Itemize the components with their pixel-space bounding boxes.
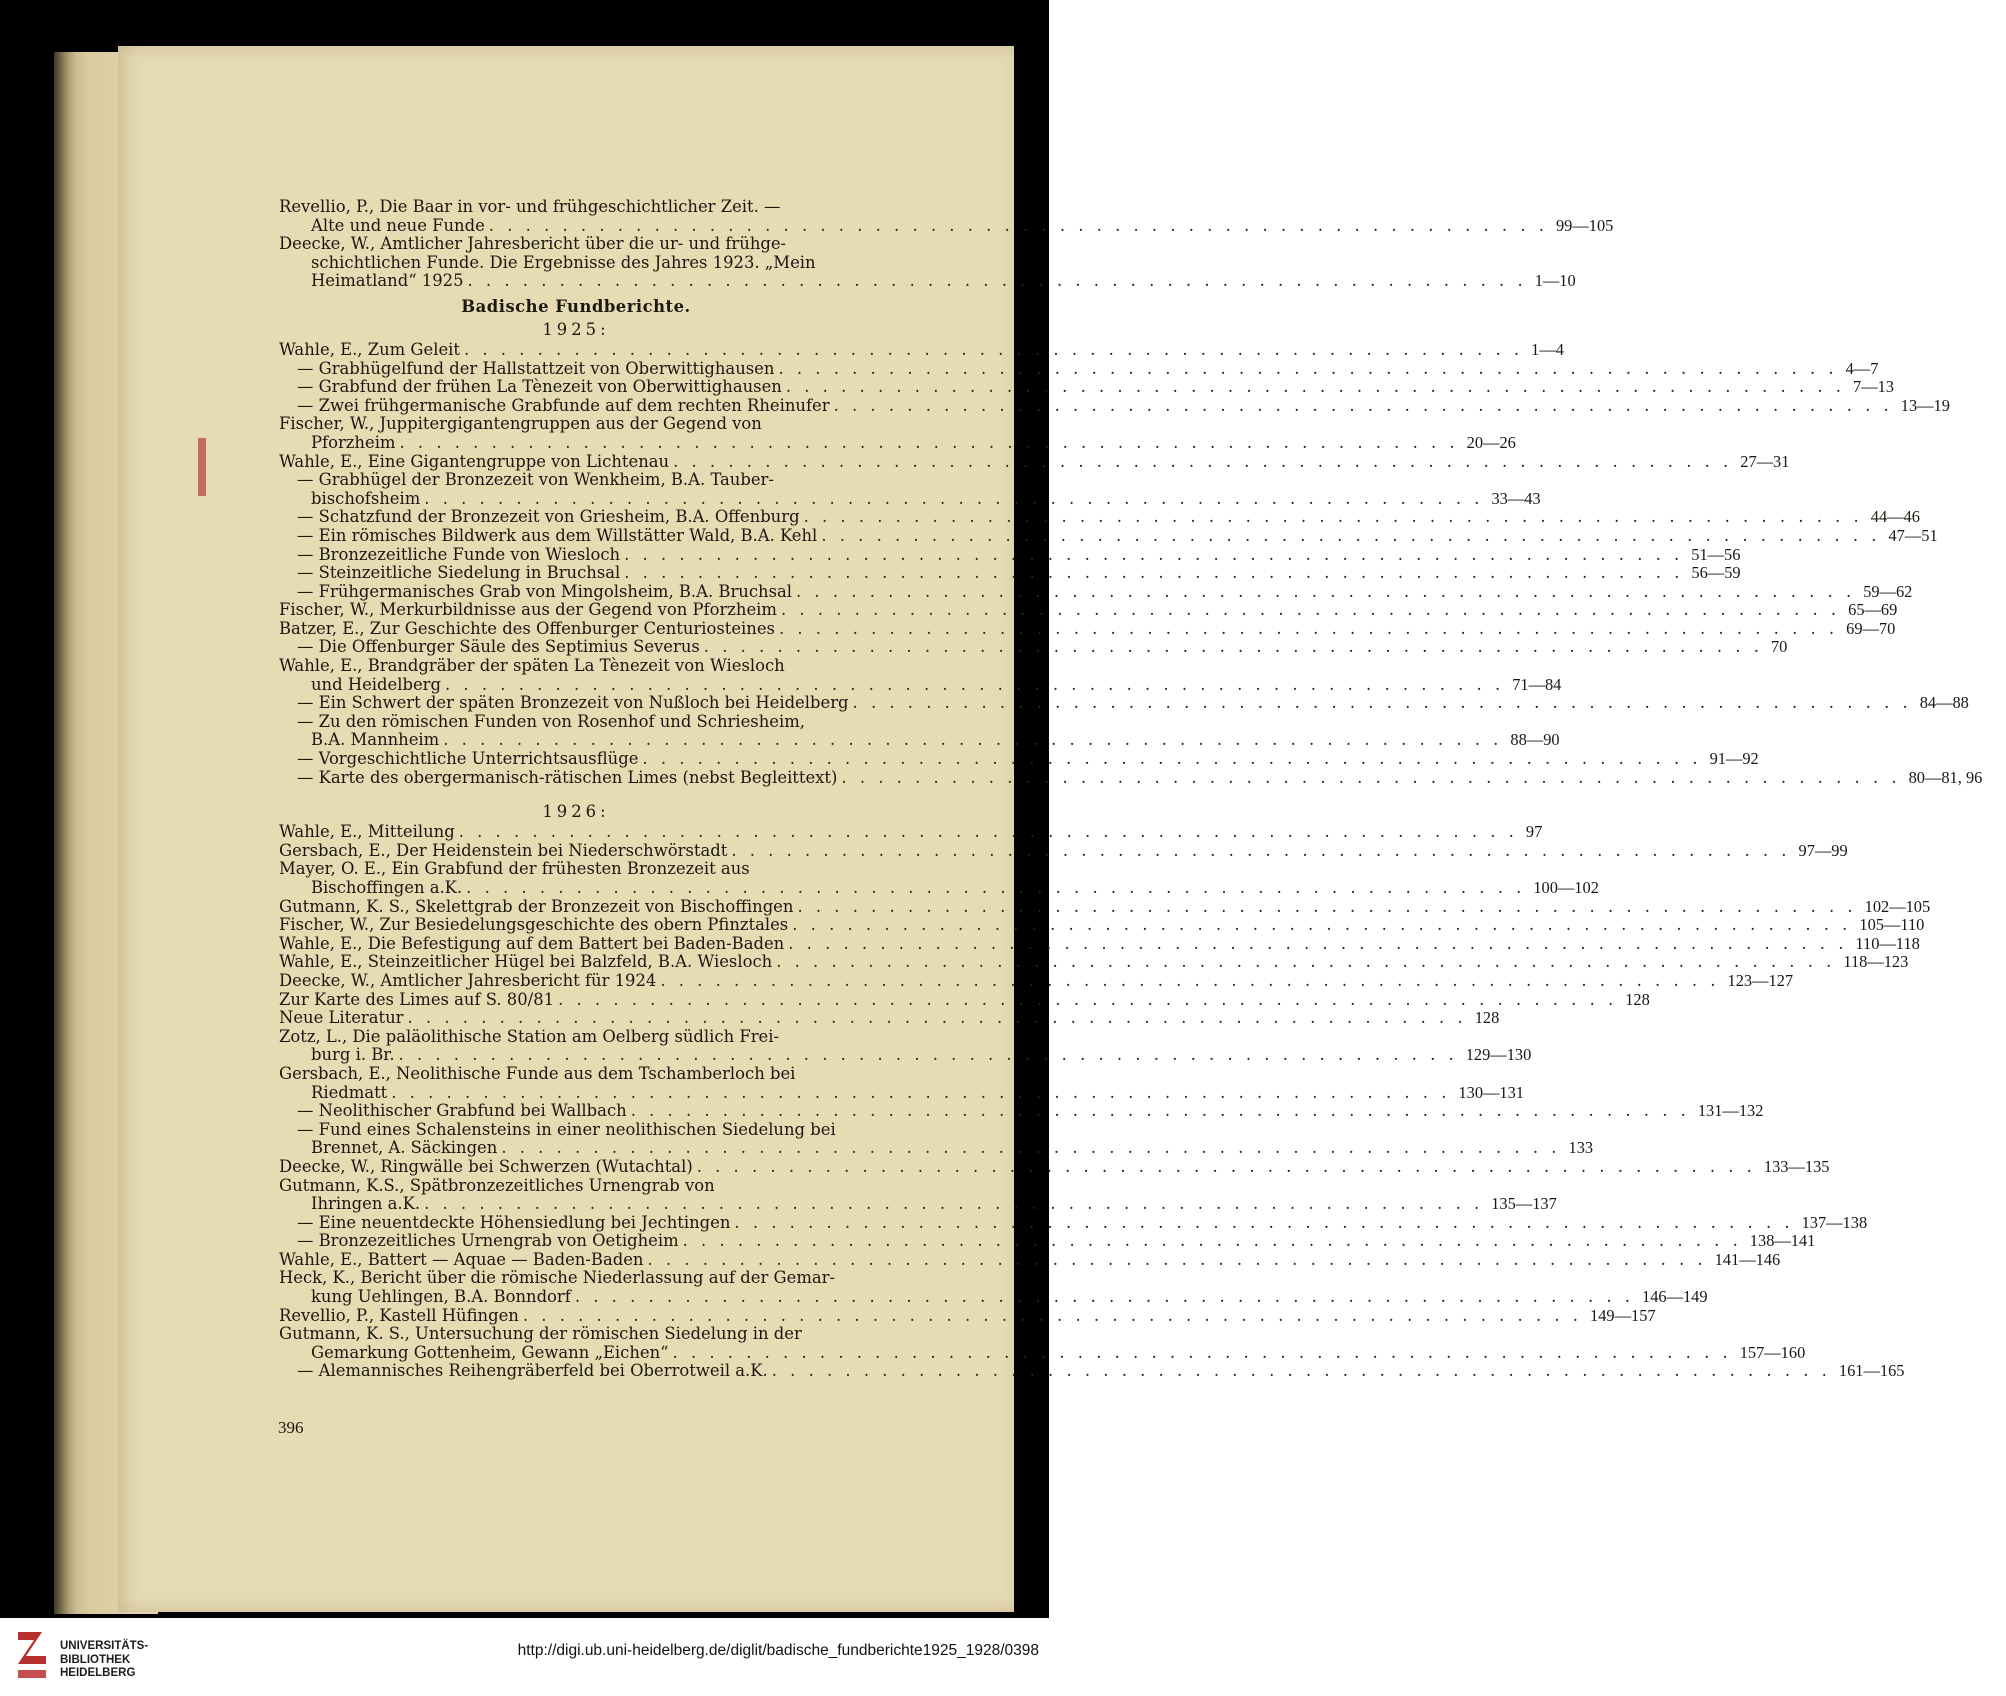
- index-entry: B.A. Mannheim . . . 88—90: [279, 731, 959, 750]
- entry-pages: 80—81, 96: [1908, 767, 1983, 787]
- index-entry: Wahle, E., Steinzeitlicher Hügel bei Balzfeld, B.A. Wiesloch . . . 118—123: [279, 953, 959, 972]
- index-entry: — Bronzezeitliches Urnengrab von Oetigheim . . . 138—141: [279, 1232, 959, 1251]
- year-heading-1926: 1926:: [542, 802, 610, 822]
- index-entry: — Alemannisches Reihengräberfeld bei Oberrotweil a.K. . . . 161—165: [279, 1362, 959, 1381]
- entry-pages: 84—88: [1919, 693, 1969, 713]
- entry-pages: 97: [1525, 822, 1543, 842]
- index-entry: Heck, K., Bericht über die römische Niederlassung auf der Gemar-: [279, 1268, 836, 1288]
- entry-pages: 51—56: [1691, 544, 1741, 564]
- index-entry: — Bronzezeitliche Funde von Wiesloch . . . 51—56: [279, 546, 959, 565]
- entry-pages: 133—135: [1763, 1156, 1830, 1176]
- entry-pages: 161—165: [1838, 1361, 1905, 1381]
- index-entry: Alte und neue Funde . . . 99—105: [279, 217, 959, 236]
- index-entry: und Heidelberg . . . 71—84: [279, 676, 959, 695]
- index-entry: Gemarkung Gottenheim, Gewann „Eichen“ . . . 157—160: [279, 1344, 959, 1363]
- library-name: UNIVERSITÄTS- BIBLIOTHEK HEIDELBERG: [60, 1640, 149, 1679]
- entry-pages: 88—90: [1510, 730, 1560, 750]
- index-entry: — Fund eines Schalensteins in einer neolithischen Siedelung bei: [279, 1121, 959, 1140]
- index-entry: Zotz, L., Die paläolithische Station am Oelberg südlich Frei-: [279, 1026, 780, 1046]
- index-entry: — Grabhügel der Bronzezeit von Wenkheim, B.A. Tauber-: [279, 471, 959, 490]
- index-entry: Gersbach, E., Neolithische Funde aus dem Tschamberloch bei: [279, 1063, 796, 1083]
- index-entry: Deecke, W., Amtlicher Jahresbericht für 1924 . . . 123—127: [279, 972, 959, 991]
- entry-pages: 105—110: [1859, 915, 1925, 935]
- university-library-logo-icon[interactable]: [8, 1626, 56, 1686]
- index-entry: Riedmatt . . . 130—131: [279, 1084, 959, 1103]
- entry-pages: 149—157: [1590, 1305, 1656, 1325]
- index-entry: Bischoffingen a.K. . . . 100—102: [279, 879, 959, 898]
- entry-pages: 157—160: [1739, 1342, 1806, 1362]
- index-entry: Mayer, O. E., Ein Grabfund der frühesten Bronzezeit aus: [279, 859, 750, 879]
- index-entry: Wahle, E., Zum Geleit . . . 1—4: [279, 341, 959, 360]
- entry-pages: 13—19: [1900, 395, 1950, 415]
- entry-pages: 131—132: [1697, 1101, 1764, 1121]
- index-entry: Gutmann, K. S., Untersuchung der römischen Siedelung in der: [279, 1324, 802, 1344]
- index-entry: Neue Literatur . . . 128: [279, 1009, 959, 1028]
- index-entry: Gutmann, K. S., Skelettgrab der Bronzezeit von Bischoffingen . . . 102—105: [279, 898, 959, 917]
- index-entry: schichtlichen Funde. Die Ergebnisse des Jahres 1923. „Mein: [311, 252, 816, 272]
- entry-pages: 59—62: [1863, 581, 1913, 601]
- year-heading-1925: 1925:: [542, 319, 610, 339]
- entry-pages: 123—127: [1727, 970, 1794, 990]
- index-entry: Wahle, E., Eine Gigantengruppe von Lichtenau . . . 27—31: [279, 453, 959, 472]
- entry-pages: 128: [1625, 989, 1650, 1009]
- entry-pages: 110—118: [1855, 933, 1920, 953]
- index-entry: — Frühgermanisches Grab von Mingolsheim, B.A. Bruchsal . . . 59—62: [279, 583, 959, 602]
- viewer-footer: [0, 1618, 1049, 1696]
- index-entry: Pforzheim . . . 20—26: [279, 434, 959, 453]
- index-entry: Zur Karte des Limes auf S. 80/81 . . . 128: [279, 991, 959, 1010]
- entry-pages: 27—31: [1740, 451, 1790, 471]
- index-entry: — Karte des obergermanisch-rätischen Limes (nebst Begleittext) . . . 80—81, 96: [279, 769, 959, 788]
- index-content: [279, 197, 1983, 1381]
- entry-pages: 133: [1568, 1138, 1594, 1158]
- index-entry: Revellio, P., Kastell Hüfingen . . . 149—157: [279, 1307, 959, 1326]
- entry-pages: 70: [1770, 637, 1788, 657]
- entry-pages: 138—141: [1749, 1231, 1816, 1251]
- entry-pages: 44—46: [1870, 507, 1920, 527]
- index-entry: — Vorgeschichtliche Unterrichtsausflüge . . . 91—92: [279, 750, 959, 769]
- entry-pages: 99—105: [1555, 215, 1614, 235]
- entry-pages: 65—69: [1848, 600, 1898, 620]
- index-entry: kung Uehlingen, B.A. Bonndorf . . . 146—149: [279, 1288, 959, 1307]
- entry-pages: 7—13: [1853, 377, 1894, 397]
- index-entry: — Zwei frühgermanische Grabfunde auf dem rechten Rheinufer . . . 13—19: [279, 397, 959, 416]
- entry-pages: 141—146: [1714, 1249, 1781, 1269]
- index-entry: — Ein Schwert der späten Bronzezeit von Nußloch bei Heidelberg . . . 84—88: [279, 694, 959, 713]
- index-entry: Wahle, E., Die Befestigung auf dem Battert bei Baden-Baden . . . 110—118: [279, 935, 959, 954]
- index-entry: Deecke, W., Ringwälle bei Schwerzen (Wutachtal) . . . 133—135: [279, 1158, 959, 1177]
- entry-pages: 137—138: [1801, 1212, 1868, 1232]
- index-entry: — Steinzeitliche Siedelung in Bruchsal . . . 56—59: [279, 564, 959, 583]
- permalink-url[interactable]: http://digi.ub.uni-heidelberg.de/diglit/badische_fundberichte1925_1928/0398: [517, 1642, 1039, 1659]
- index-entry: bischofsheim . . . 33—43: [279, 490, 959, 509]
- entry-pages: 20—26: [1466, 432, 1516, 452]
- entry-pages: 1—10: [1534, 271, 1576, 291]
- index-entry: Batzer, E., Zur Geschichte des Offenburger Centuriosteines . . . 69—70: [279, 620, 959, 639]
- index-entry: Fischer, W., Merkurbildnisse aus der Gegend von Pforzheim . . . 65—69: [279, 601, 959, 620]
- index-entry: — Grabfund der frühen La Tènezeit von Oberwittighausen . . . 7—13: [279, 378, 959, 397]
- entry-pages: 146—149: [1642, 1287, 1708, 1307]
- index-entry: — Eine neuentdeckte Höhensiedlung bei Jechtingen . . . 137—138: [279, 1214, 959, 1233]
- entry-pages: 118—123: [1843, 952, 1909, 972]
- entry-pages: 4—7: [1845, 358, 1879, 378]
- index-entry: — Schatzfund der Bronzezeit von Griesheim, B.A. Offenburg . . . 44—46: [279, 508, 959, 527]
- index-entry: — Grabhügelfund der Hallstattzeit von Oberwittighausen . . . 4—7: [279, 360, 959, 379]
- entry-pages: 128: [1474, 1008, 1500, 1028]
- index-entry: Gutmann, K.S., Spätbronzezeitliches Urnengrab von: [279, 1175, 715, 1195]
- page-number: 396: [278, 1418, 304, 1437]
- index-entry: — Neolithischer Grabfund bei Wallbach . . . 131—132: [279, 1102, 959, 1121]
- entry-pages: 47—51: [1888, 525, 1938, 545]
- index-entry: Heimatland“ 1925 . . . 1—10: [279, 272, 959, 291]
- entry-pages: 71—84: [1512, 674, 1562, 694]
- entry-pages: 135—137: [1491, 1194, 1557, 1214]
- index-entry: Revellio, P., Die Baar in vor- und frühgeschichtlicher Zeit. —: [279, 197, 781, 216]
- entry-pages: 56—59: [1691, 563, 1741, 583]
- index-entry: — Zu den römischen Funden von Rosenhof und Schriesheim,: [279, 713, 959, 732]
- index-entry: Gersbach, E., Der Heidenstein bei Niederschwörstadt . . . 97—99: [279, 842, 959, 861]
- entry-pages: 69—70: [1846, 618, 1896, 638]
- index-entry: Wahle, E., Brandgräber der späten La Tènezeit von Wiesloch: [279, 656, 785, 676]
- index-entry: Ihringen a.K. . . . 135—137: [279, 1195, 959, 1214]
- red-marker-stain: [198, 438, 206, 496]
- index-entry: Deecke, W., Amtlicher Jahresbericht über die ur- und frühge-: [279, 234, 787, 254]
- index-entry: Wahle, E., Mitteilung . . . 97: [279, 823, 959, 842]
- entry-pages: 97—99: [1798, 840, 1848, 860]
- index-entry: burg i. Br. . . . 129—130: [279, 1046, 959, 1065]
- entry-pages: 102—105: [1864, 896, 1931, 916]
- section-heading: Badische Fundberichte.: [461, 296, 691, 316]
- index-entry: — Die Offenburger Säule des Septimius Severus . . . 70: [279, 638, 959, 657]
- entry-pages: 1—4: [1531, 339, 1564, 359]
- entry-pages: 130—131: [1458, 1082, 1524, 1102]
- index-entry: Brennet, A. Säckingen . . . 133: [279, 1139, 959, 1158]
- index-entry: Wahle, E., Battert — Aquae — Baden-Baden . . . 141—146: [279, 1251, 959, 1270]
- index-entry: Fischer, W., Zur Besiedelungsgeschichte des obern Pfinztales . . . 105—110: [279, 916, 959, 935]
- entry-pages: 129—130: [1465, 1045, 1532, 1065]
- entry-pages: 33—43: [1491, 488, 1541, 508]
- index-entry: — Ein römisches Bildwerk aus dem Willstätter Wald, B.A. Kehl . . . 47—51: [279, 527, 959, 546]
- entry-pages: 91—92: [1709, 749, 1759, 769]
- entry-pages: 100—102: [1533, 878, 1599, 897]
- index-entry: Fischer, W., Juppitergigantengruppen aus der Gegend von: [279, 414, 762, 434]
